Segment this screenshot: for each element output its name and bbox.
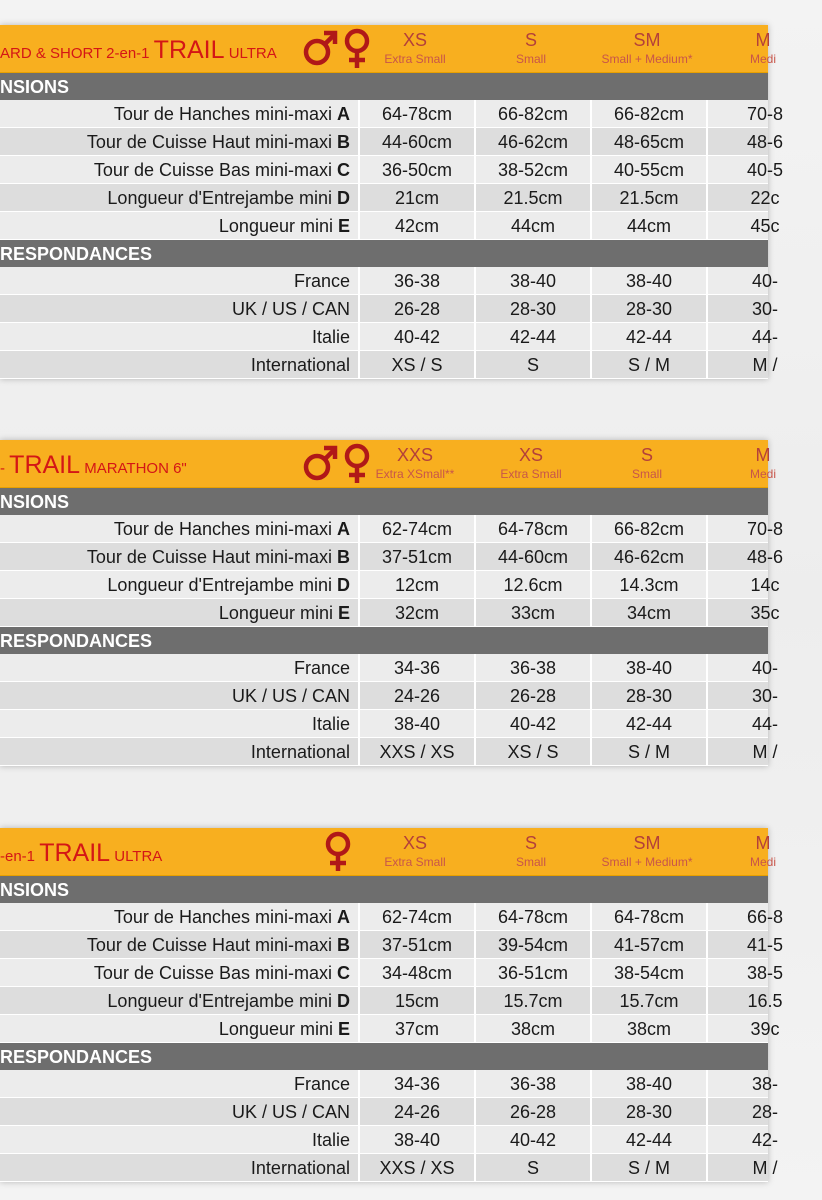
measurement-letter: C <box>337 160 350 180</box>
size-equivalent: 30- <box>706 295 822 322</box>
size-equivalent: 44- <box>706 710 822 737</box>
measurement-value: 46-62cm <box>474 128 590 155</box>
size-equivalent: 40- <box>706 267 822 294</box>
measurement-value: 66-82cm <box>474 100 590 127</box>
correspondence-row <box>0 654 778 682</box>
measurement-value: 37-51cm <box>358 543 474 570</box>
section-dimensions: NSIONS <box>0 73 768 100</box>
measurement-letter: C <box>337 963 350 983</box>
size-equivalent: 40-42 <box>474 1126 590 1153</box>
measurement-value: 34cm <box>590 599 706 626</box>
region-label: UK / US / CAN <box>231 1102 350 1122</box>
measurement-value: 62-74cm <box>358 903 474 930</box>
measurement-row <box>0 212 780 240</box>
correspondence-row <box>0 682 778 710</box>
measurement-value: 21cm <box>358 184 474 211</box>
measurement-value: 66-82cm <box>590 515 706 542</box>
measurement-label <box>0 212 350 239</box>
measurement-value: 38-52cm <box>474 156 590 183</box>
region-label: UK / US / CAN <box>231 686 350 706</box>
measurement-value: 48-6 <box>706 128 822 155</box>
measurement-name: Tour de Hanches mini-maxi <box>113 519 332 539</box>
size-code: XS <box>402 30 427 50</box>
measurement-name: Longueur d'Entrejambe mini <box>107 991 332 1011</box>
measurement-value: 48-6 <box>706 543 822 570</box>
size-equivalent: XS / S <box>474 738 590 765</box>
measurement-label <box>0 903 350 930</box>
table-header <box>0 828 776 876</box>
measurement-value: 15cm <box>358 987 474 1014</box>
measurement-letter: E <box>337 603 350 623</box>
size-equivalent: S / M <box>590 351 706 378</box>
title-prefix: -en-1 <box>0 848 36 865</box>
region-label: Italie <box>311 714 350 734</box>
measurement-value: 64-78cm <box>358 100 474 127</box>
size-equivalent: XXS / XS <box>358 738 474 765</box>
measurement-name: Longueur d'Entrejambe mini <box>107 188 332 208</box>
title-suffix: MARATHON 6" <box>84 460 187 477</box>
title-main: TRAIL <box>9 451 81 479</box>
region-label: France <box>293 658 350 678</box>
size-equivalent: 24-26 <box>358 1098 474 1125</box>
measurement-letter: E <box>337 1019 350 1039</box>
size-column-header <box>474 444 588 482</box>
region-label: France <box>293 271 350 291</box>
measurement-label <box>0 156 350 183</box>
size-description: Medi <box>749 467 776 481</box>
title-suffix: ULTRA <box>228 45 277 62</box>
measurement-value: 14c <box>706 571 822 598</box>
size-equivalent: 38-40 <box>590 267 706 294</box>
size-code: XS <box>402 833 427 853</box>
size-code: SM <box>633 30 661 50</box>
measurement-row <box>0 184 780 212</box>
measurement-value: 22c <box>706 184 822 211</box>
measurement-value: 34-48cm <box>358 959 474 986</box>
measurement-value: 44-60cm <box>358 128 474 155</box>
measurement-label <box>0 100 350 127</box>
measurement-value: 14.3cm <box>590 571 706 598</box>
size-equivalent: M / <box>706 351 822 378</box>
correspondence-row <box>0 1070 778 1098</box>
size-column-header <box>590 832 704 870</box>
measurement-name: Tour de Cuisse Haut mini-maxi <box>86 132 332 152</box>
size-equivalent: 26-28 <box>358 295 474 322</box>
measurement-letter: D <box>337 575 350 595</box>
title-prefix: ARD & SHORT 2-en-1 <box>0 45 150 62</box>
measurement-value: 38cm <box>474 1015 590 1042</box>
correspondence-row <box>0 295 778 323</box>
measurement-row <box>0 128 784 156</box>
region-label: Italie <box>311 327 350 347</box>
measurement-value: 45c <box>706 212 822 239</box>
measurement-label <box>0 959 350 986</box>
size-equivalent: 36-38 <box>474 1070 590 1097</box>
size-table-1 <box>0 25 784 379</box>
measurement-value: 16.5 <box>706 987 822 1014</box>
size-equivalent: 24-26 <box>358 682 474 709</box>
size-equivalent: M / <box>706 1154 822 1181</box>
measurement-letter: A <box>337 519 350 539</box>
measurement-value: 44cm <box>474 212 590 239</box>
measurement-letter: B <box>337 547 350 567</box>
size-equivalent: 40-42 <box>474 710 590 737</box>
size-column-header <box>706 444 820 482</box>
size-column-header <box>706 29 820 67</box>
female-symbol-icon <box>323 831 353 873</box>
measurement-value: 40-55cm <box>590 156 706 183</box>
title-suffix: ULTRA <box>114 848 163 865</box>
measurement-value: 41-5 <box>706 931 822 958</box>
measurement-label <box>0 543 350 570</box>
size-equivalent: 40-42 <box>358 323 474 350</box>
section-correspondances: RESPONDANCES <box>0 627 768 654</box>
measurement-letter: A <box>337 104 350 124</box>
size-description: Small + Medium* <box>601 855 693 869</box>
measurement-value: 44-60cm <box>474 543 590 570</box>
size-equivalent: 38-40 <box>474 267 590 294</box>
size-equivalent: 28-30 <box>590 295 706 322</box>
size-equivalent: 42-44 <box>590 1126 706 1153</box>
region-label: UK / US / CAN <box>231 299 350 319</box>
measurement-value: 46-62cm <box>590 543 706 570</box>
size-code: S <box>640 445 653 465</box>
measurement-name: Longueur mini <box>218 216 333 236</box>
title-main: TRAIL <box>153 36 225 64</box>
size-description: Small <box>515 855 546 869</box>
measurement-value: 42cm <box>358 212 474 239</box>
measurement-letter: E <box>337 216 350 236</box>
measurement-label <box>0 128 350 155</box>
correspondence-row <box>0 1098 778 1126</box>
measurement-value: 70-8 <box>706 100 822 127</box>
size-equivalent: 38- <box>706 1070 822 1097</box>
size-equivalent: S / M <box>590 1154 706 1181</box>
size-description: Extra Small <box>500 467 562 481</box>
measurement-label <box>0 571 350 598</box>
measurement-label <box>0 987 350 1014</box>
measurement-value: 62-74cm <box>358 515 474 542</box>
size-equivalent: 42-44 <box>590 710 706 737</box>
region-label: Italie <box>311 1130 350 1150</box>
measurement-value: 15.7cm <box>590 987 706 1014</box>
size-equivalent: S <box>474 1154 590 1181</box>
measurement-value: 38cm <box>590 1015 706 1042</box>
measurement-value: 35c <box>706 599 822 626</box>
measurement-name: Longueur mini <box>218 603 333 623</box>
measurement-name: Tour de Hanches mini-maxi <box>113 907 332 927</box>
measurement-row <box>0 156 784 184</box>
size-equivalent: 34-36 <box>358 1070 474 1097</box>
measurement-label <box>0 931 350 958</box>
measurement-value: 36-50cm <box>358 156 474 183</box>
measurement-name: Tour de Cuisse Haut mini-maxi <box>86 935 332 955</box>
measurement-value: 41-57cm <box>590 931 706 958</box>
size-equivalent: 38-40 <box>590 1070 706 1097</box>
size-equivalent: 30- <box>706 682 822 709</box>
size-equivalent: 26-28 <box>474 1098 590 1125</box>
size-equivalent: 40- <box>706 654 822 681</box>
size-column-header <box>590 29 704 67</box>
measurement-value: 64-78cm <box>474 903 590 930</box>
measurement-row <box>0 959 784 987</box>
table-header <box>0 440 776 488</box>
measurement-letter: A <box>337 907 350 927</box>
size-table-3 <box>0 828 784 1182</box>
size-equivalent: 38-40 <box>358 1126 474 1153</box>
measurement-name: Longueur mini <box>218 1019 333 1039</box>
measurement-value: 36-51cm <box>474 959 590 986</box>
table-title: - TRAIL MARATHON 6" <box>0 451 187 479</box>
size-equivalent: 28-30 <box>590 1098 706 1125</box>
section-correspondances: RESPONDANCES <box>0 1043 768 1070</box>
size-equivalent: 26-28 <box>474 682 590 709</box>
measurement-row <box>0 903 784 931</box>
size-equivalent: 42- <box>706 1126 822 1153</box>
size-code: XS <box>518 445 543 465</box>
correspondence-row <box>0 710 778 738</box>
size-column-header <box>474 832 588 870</box>
region-label: International <box>250 1158 350 1178</box>
size-equivalent: S <box>474 351 590 378</box>
size-code: M <box>755 30 771 50</box>
measurement-row <box>0 931 784 959</box>
size-equivalent: 28- <box>706 1098 822 1125</box>
size-equivalent: 36-38 <box>474 654 590 681</box>
size-table-2 <box>0 440 784 766</box>
size-equivalent: XXS / XS <box>358 1154 474 1181</box>
size-description: Medi <box>749 52 776 66</box>
size-equivalent: 34-36 <box>358 654 474 681</box>
measurement-value: 33cm <box>474 599 590 626</box>
section-dimensions: NSIONS <box>0 876 768 903</box>
size-equivalent: 42-44 <box>474 323 590 350</box>
title-main: TRAIL <box>39 839 111 867</box>
measurement-value: 64-78cm <box>474 515 590 542</box>
size-equivalent: S / M <box>590 738 706 765</box>
table-title <box>0 828 162 875</box>
measurement-value: 66-8 <box>706 903 822 930</box>
size-column-header <box>474 29 588 67</box>
measurement-value: 21.5cm <box>474 184 590 211</box>
size-equivalent: 28-30 <box>590 682 706 709</box>
measurement-name: Longueur d'Entrejambe mini <box>107 575 332 595</box>
measurement-value: 37-51cm <box>358 931 474 958</box>
size-description: Small <box>631 467 662 481</box>
measurement-letter: D <box>337 188 350 208</box>
measurement-value: 48-65cm <box>590 128 706 155</box>
region-label: France <box>293 1074 350 1094</box>
size-description: Small <box>515 52 546 66</box>
measurement-value: 12cm <box>358 571 474 598</box>
measurement-row <box>0 543 784 571</box>
section-correspondances: RESPONDANCES <box>0 240 768 267</box>
measurement-value: 21.5cm <box>590 184 706 211</box>
measurement-value: 37cm <box>358 1015 474 1042</box>
measurement-value: 32cm <box>358 599 474 626</box>
size-equivalent: 38-40 <box>590 654 706 681</box>
measurement-value: 15.7cm <box>474 987 590 1014</box>
size-description: Extra Small <box>384 855 446 869</box>
measurement-value: 66-82cm <box>590 100 706 127</box>
size-description: Extra XSmall** <box>375 467 455 481</box>
measurement-value: 38-54cm <box>590 959 706 986</box>
correspondence-row <box>0 1126 778 1154</box>
size-equivalent: 44- <box>706 323 822 350</box>
measurement-value: 44cm <box>590 212 706 239</box>
correspondence-row <box>0 351 778 379</box>
correspondence-row <box>0 267 778 295</box>
region-label: International <box>250 742 350 762</box>
male-symbol-icon <box>303 28 339 70</box>
size-column-header <box>358 444 472 482</box>
size-equivalent: M / <box>706 738 822 765</box>
measurement-name: Tour de Cuisse Bas mini-maxi <box>93 160 332 180</box>
table-title <box>0 25 277 72</box>
region-label: International <box>250 355 350 375</box>
size-description: Medi <box>749 855 776 869</box>
measurement-name: Tour de Cuisse Haut mini-maxi <box>86 547 332 567</box>
size-column-header <box>358 832 472 870</box>
measurement-letter: D <box>337 991 350 1011</box>
measurement-row <box>0 515 784 543</box>
size-column-header <box>358 29 472 67</box>
measurement-value: 70-8 <box>706 515 822 542</box>
measurement-row <box>0 100 784 128</box>
section-dimensions: NSIONS <box>0 488 768 515</box>
size-code: M <box>755 445 771 465</box>
measurement-row <box>0 1015 780 1043</box>
measurement-value: 39c <box>706 1015 822 1042</box>
correspondence-row <box>0 323 778 351</box>
size-column-header <box>590 444 704 482</box>
measurement-value: 38-5 <box>706 959 822 986</box>
correspondence-row <box>0 738 778 766</box>
size-equivalent: 38-40 <box>358 710 474 737</box>
male-symbol-icon <box>303 443 339 485</box>
measurement-label <box>0 515 350 542</box>
size-equivalent: 42-44 <box>590 323 706 350</box>
measurement-label <box>0 184 350 211</box>
table-header <box>0 25 776 73</box>
measurement-value: 39-54cm <box>474 931 590 958</box>
size-code: S <box>524 833 537 853</box>
measurement-label <box>0 599 350 626</box>
size-description: Extra Small <box>384 52 446 66</box>
size-code: SM <box>633 833 661 853</box>
measurement-value: 12.6cm <box>474 571 590 598</box>
measurement-row <box>0 599 780 627</box>
measurement-value: 64-78cm <box>590 903 706 930</box>
size-equivalent: XS / S <box>358 351 474 378</box>
measurement-letter: B <box>337 132 350 152</box>
size-equivalent: 28-30 <box>474 295 590 322</box>
size-code: XXS <box>396 445 434 465</box>
correspondence-row <box>0 1154 778 1182</box>
measurement-row <box>0 571 780 599</box>
measurement-row <box>0 987 783 1015</box>
measurement-letter: B <box>337 935 350 955</box>
size-equivalent: 36-38 <box>358 267 474 294</box>
measurement-name: Tour de Cuisse Bas mini-maxi <box>93 963 332 983</box>
measurement-label <box>0 1015 350 1042</box>
size-code: M <box>755 833 771 853</box>
size-code: S <box>524 30 537 50</box>
measurement-value: 40-5 <box>706 156 822 183</box>
size-column-header <box>706 832 820 870</box>
size-description: Small + Medium* <box>601 52 693 66</box>
measurement-name: Tour de Hanches mini-maxi <box>113 104 332 124</box>
